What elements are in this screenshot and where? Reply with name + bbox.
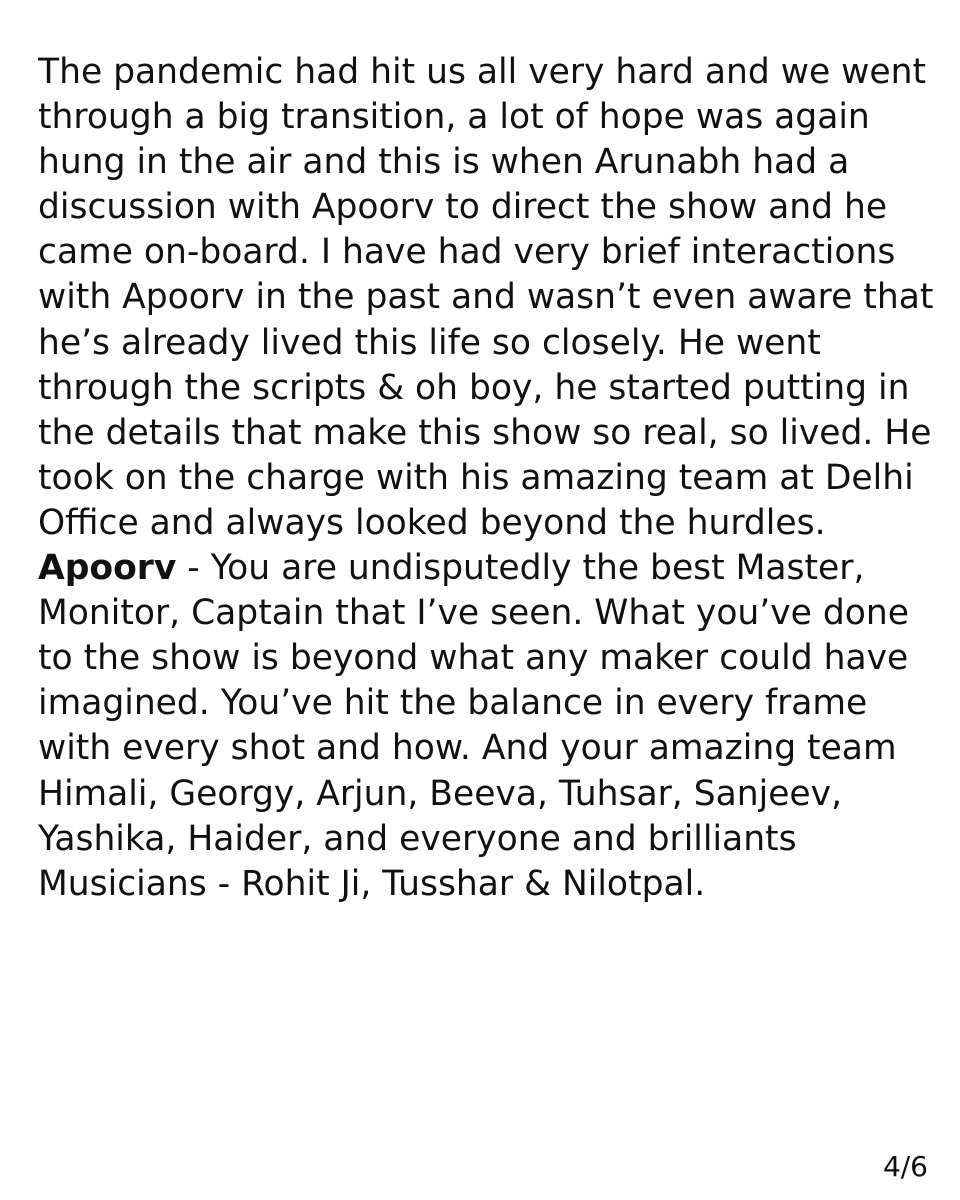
body-text xyxy=(38,50,938,907)
page-number: 4/6 xyxy=(882,1150,928,1183)
paragraph-tribute xyxy=(38,546,938,907)
name-apoorv: Apoorv xyxy=(38,548,177,589)
paragraph-intro: The pandemic had hit us all very hard and we went through a big transition, a lot of hope was again hung in the air and this is when Arunabh had a discussion with Apoorv to direct the show and he came on-board. I have had very brief interactions with Apoorv in the past and wasn’t even aware that he’s already lived this life so closely. He went through the scripts & oh boy, he started putting in the details that make this show so real, so lived. He took on the charge with his amazing team at Delhi Office and always looked beyond the hurdles. xyxy=(38,52,934,543)
paragraph-tribute-text: - You are undisputedly the best Master, Monitor, Captain that I’ve seen. What you’ve done to the show is beyond what any maker could have imagined. You’ve hit the balance in every frame with every shot and how. And your amazing team Himali, Georgy, Arjun, Beeva, Tuhsar, Sanjeev, Yashika, Haider, and everyone and brilliants Musicians - Rohit Ji, Tusshar & Nilotpal. xyxy=(38,548,909,904)
